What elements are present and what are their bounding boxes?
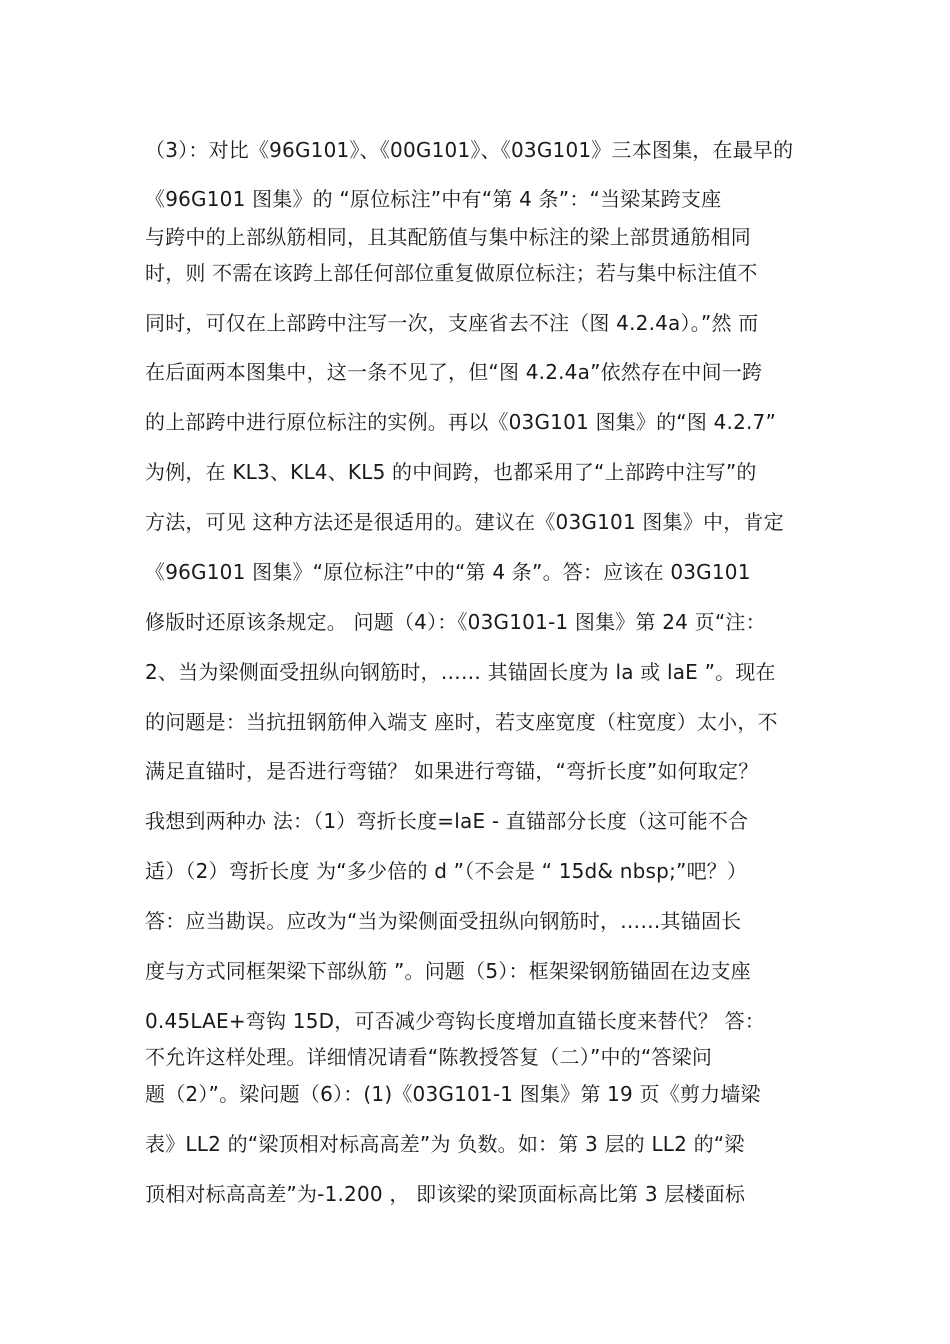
text-line: 不允许这样处理。详细情况请看“陈教授答复（二）”中的“答梁问 [145, 1045, 713, 1069]
text-line: （3）：对比《96G101》、《00G101》、《03G101》三本图集，在最早的 [145, 138, 794, 162]
text-line: 的问题是：当抗扭钢筋伸入端支 座时，若支座宽度（柱宽度）太小，不 [145, 710, 778, 734]
text-line: 适）（2）弯折长度 为“多少倍的 d ”（不会是 “ 15d& nbsp;”吧？） [145, 859, 748, 883]
text-line: 0.45LAE+弯钩 15D，可否减少弯钩长度增加直锚长度来替代？ 答： [145, 1009, 765, 1033]
text-line: 2、当为梁侧面受扭纵向钢筋时，…… 其锚固长度为 la 或 laE ”。现在 [145, 660, 776, 684]
text-line: 《96G101 图集》的 “原位标注”中有“第 4 条”：“当梁某跨支座 [145, 187, 722, 211]
text-line: 度与方式同框架梁下部纵筋 ”。问题（5）：框架梁钢筋锚固在边支座 [145, 959, 751, 983]
text-line: 《96G101 图集》“原位标注”中的“第 4 条”。答：应该在 03G101 [145, 560, 751, 584]
text-line: 题（2）”。梁问题（6）：(1)《03G101-1 图集》第 19 页《剪力墙梁 [145, 1082, 761, 1106]
text-line: 满足直锚时，是否进行弯锚？ 如果进行弯锚，“弯折长度”如何取定？ [145, 759, 759, 783]
text-line: 时，则 不需在该跨上部任何部位重复做原位标注；若与集中标注值不 [145, 261, 758, 285]
text-line: 同时，可仅在上部跨中注写一次，支座省去不注（图 4.2.4a）。”然 而 [145, 311, 759, 335]
text-line: 表》LL2 的“梁顶相对标高高差”为 负数。如：第 3 层的 LL2 的“梁 [145, 1132, 745, 1156]
text-line: 在后面两本图集中，这一条不见了，但“图 4.2.4a”依然存在中间一跨 [145, 360, 763, 384]
text-line: 为例，在 KL3、KL4、KL5 的中间跨，也都采用了“上部跨中注写”的 [145, 460, 757, 484]
text-line: 方法，可见 这种方法还是很适用的。建议在《03G101 图集》中，肯定 [145, 510, 784, 534]
text-line: 修版时还原该条规定。 问题（4）：《03G101-1 图集》第 24 页“注： [145, 610, 766, 634]
text-line: 顶相对标高高差”为-1.200 ， 即该梁的梁顶面标高比第 3 层楼面标 [145, 1182, 746, 1206]
text-line: 我想到两种办 法：（1）弯折长度=laE - 直锚部分长度（这可能不合 [145, 809, 749, 833]
text-line: 与跨中的上部纵筋相同，且其配筋值与集中标注的梁上部贯通筋相同 [145, 225, 751, 249]
text-line: 答：应当勘误。应改为“当为梁侧面受扭纵向钢筋时，……其锚固长 [145, 909, 742, 933]
text-line: 的上部跨中进行原位标注的实例。再以《03G101 图集》的“图 4.2.7” [145, 410, 777, 434]
